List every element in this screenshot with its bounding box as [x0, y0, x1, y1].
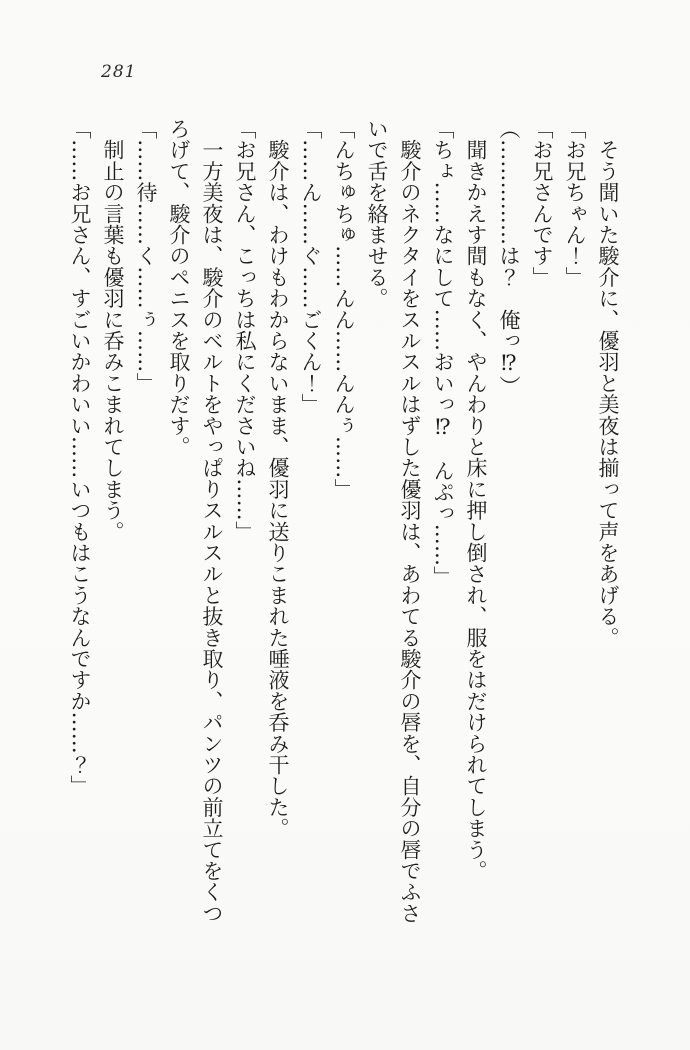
paragraph-dialogue-7: 「……待……く……ぅ……」: [134, 118, 158, 394]
paragraph-narration-1: そう聞いた駿介に、優羽と美夜は揃って声をあげる。: [596, 118, 620, 648]
paragraph-dialogue-6: 「お兄さん、こっちは私にくださいね……」: [233, 118, 257, 542]
paragraph-narration-6: 制止の言葉も優羽に呑みこまれてしまう。: [101, 118, 125, 542]
vertical-text-block: [63, 118, 624, 928]
paragraph-dialogue-8: 「……お兄さん、すごいかわいい……いつもはこうなんですか……？」: [68, 118, 92, 797]
paragraph-dialogue-4: 「んちゅちゅ……んん……んんぅ……」: [332, 118, 356, 500]
page-number: 281: [101, 62, 137, 82]
paragraph-dialogue-1: 「お兄ちゃん！」: [563, 118, 587, 288]
paragraph-dialogue-2: 「お兄さんです」: [530, 118, 554, 288]
paragraph-dialogue-5: 「……ん……ぐ……ごくん！」: [299, 118, 323, 415]
paragraph-thought-1: （……………は？ 俺っ⁉）: [497, 118, 521, 397]
paragraph-narration-3: 駿介のネクタイをスルスルはずした優羽は、あわてる駿介の唇を、自分の唇でふさいで舌を絡ませる。: [365, 118, 422, 924]
paragraph-narration-2: 聞きかえす間もなく、やんわりと床に押し倒され、服をはだけられてしまう。: [464, 118, 488, 882]
paragraph-narration-4: 駿介は、わけもわからないまま、優羽に送りこまれた唾液を呑み干した。: [266, 118, 290, 839]
paragraph-dialogue-3: 「ちょ……なにして……おいっ⁉ んぷっ……」: [431, 118, 455, 588]
paragraph-narration-5: 一方美夜は、駿介のベルトをやっぱりスルスルと抜き取り、パンツの前立てをくつろげて、駿介のペニスを取りだす。: [167, 118, 224, 924]
